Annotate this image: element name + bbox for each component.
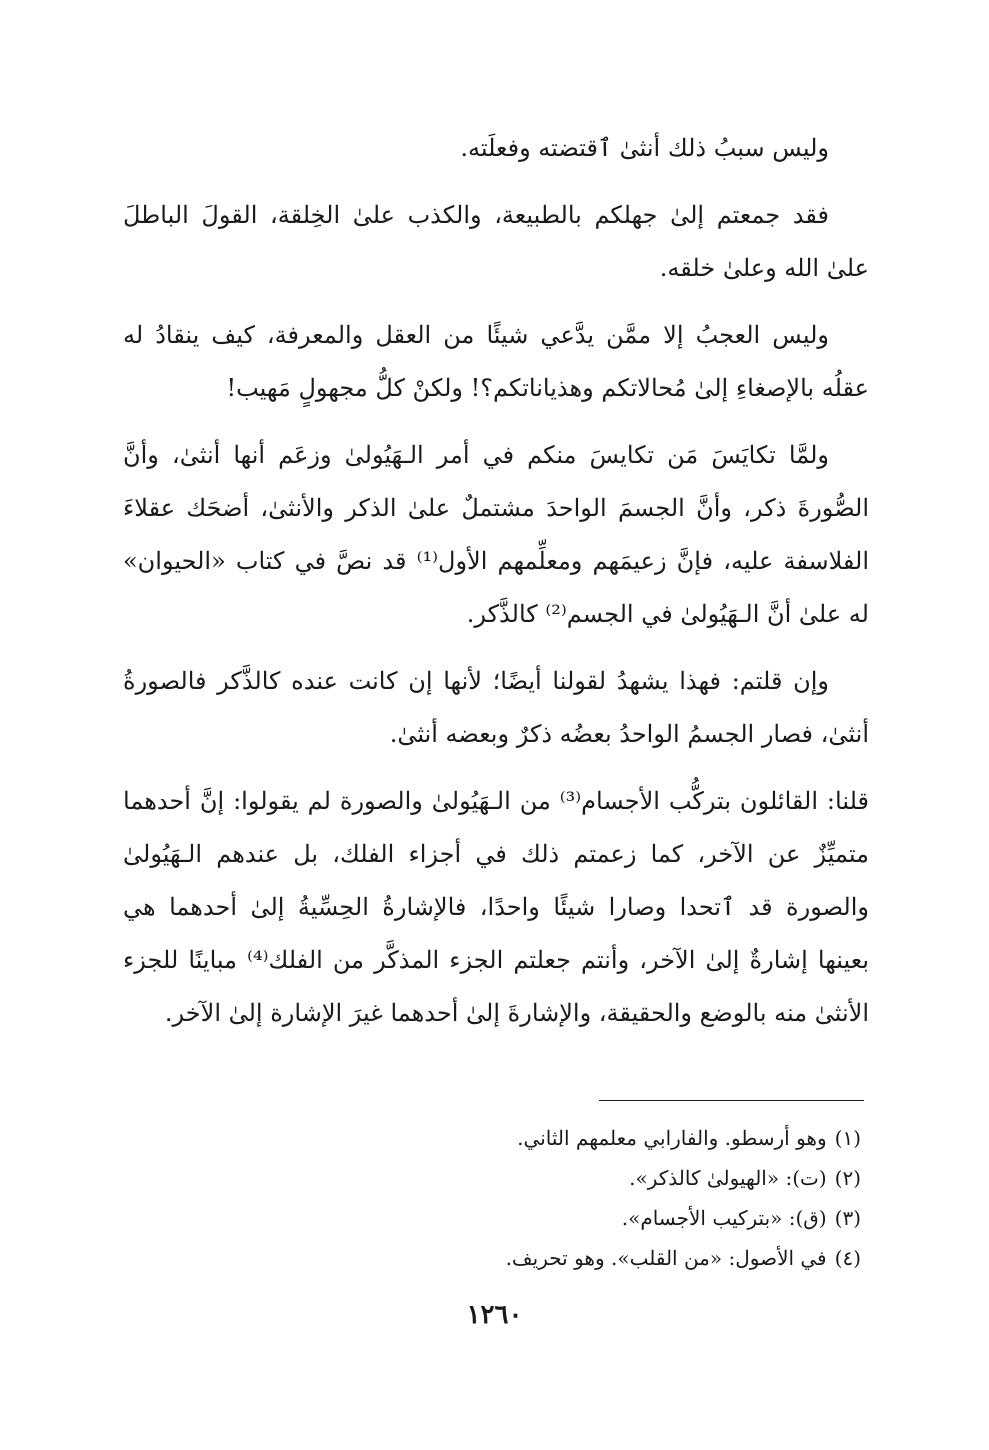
footnote-number: (٤) [834,1246,861,1270]
footnote [121,1158,861,1198]
footnote-text: في الأصول: «من القلب». وهو تحريف. [505,1246,827,1270]
footnote-text: (ق): «بتركيب الأجسام». [621,1206,827,1230]
footnote-number: (١) [834,1126,861,1150]
paragraph: قلنا: القائلون بتركُّب الأجسام⁽³⁾ من الـهَيُولىٰ والصورة لم يقولوا: إنَّ أحدهما متميِّزٌ عن الآخر، كما زعمتم ذلك في أجزاء الفلك، بل عندهم الـهَيُولىٰ والصورة قد ٱتحدا وصارا شيئًا واحدًا، فالإشارةُ الحِسِّيةُ إلىٰ أحدهما هي بعينها إشارةٌ إلىٰ الآخر، وأنتم جعلتم الجزء المذكَّر من الفلك⁽⁴⁾ مباينًا للجزء الأنثىٰ منه بالوضع والحقيقة، والإشارةَ إلىٰ أحدهما غيرَ الإشارة إلىٰ الآخر. [123,787,870,1027]
paragraph: وإن قلتم: فهذا يشهدُ لقولنا أيضًا؛ لأنها إن كانت عنده كالذَّكر فالصورةُ أنثىٰ، فصار الجسمُ الواحدُ بعضُه ذكرٌ وبعضه أنثىٰ. [123,667,869,748]
footnote-number: (٣) [834,1206,861,1230]
footnote-number: (٢) [834,1166,861,1190]
main-text [123,122,869,1054]
footnote-text: (ت): «الهيولىٰ كالذكر». [629,1166,827,1190]
page-number: ١٢٦٠ [466,1300,523,1330]
footnote [121,1238,861,1278]
paragraph: وليس سببُ ذلك أنثىٰ ٱقتضته وفعلَته. [460,134,829,162]
footnote [121,1198,861,1238]
footnotes [121,1118,861,1278]
paragraph: ولمَّا تكايَسَ مَن تكايسَ منكم في أمر الـهَيُولىٰ وزعَم أنها أنثىٰ، وأنَّ الصُّورةَ ذكر، وأنَّ الجسمَ الواحدَ مشتملٌ علىٰ الذكر والأنثىٰ، أضحَك عقلاءَ الفلاسفة عليه، فإنَّ زعيمَهم ومعلِّمهم الأول⁽¹⁾ قد نصَّ في كتاب «الحيوان» له علىٰ أنَّ الـهَيُولىٰ في الجسم⁽²⁾ كالذَّكر. [123,441,870,628]
footnote [121,1118,861,1158]
footnote-separator [599,1100,864,1101]
paragraph: فقد جمعتم إلىٰ جهلكم بالطبيعة، والكذب علىٰ الخِلقة، القولَ الباطلَ علىٰ الله وعلىٰ خلقه. [123,201,869,282]
footnote-text: وهو أرسطو. والفارابي معلمهم الثاني. [517,1126,827,1150]
paragraph: وليس العجبُ إلا ممَّن يدَّعي شيئًا من العقل والمعرفة، كيف ينقادُ له عقلُه بالإصغاءِ إلىٰ مُحالاتكم وهذياناتكم؟! ولكنْ كلُّ مجهولٍ مَهيب! [123,321,869,402]
